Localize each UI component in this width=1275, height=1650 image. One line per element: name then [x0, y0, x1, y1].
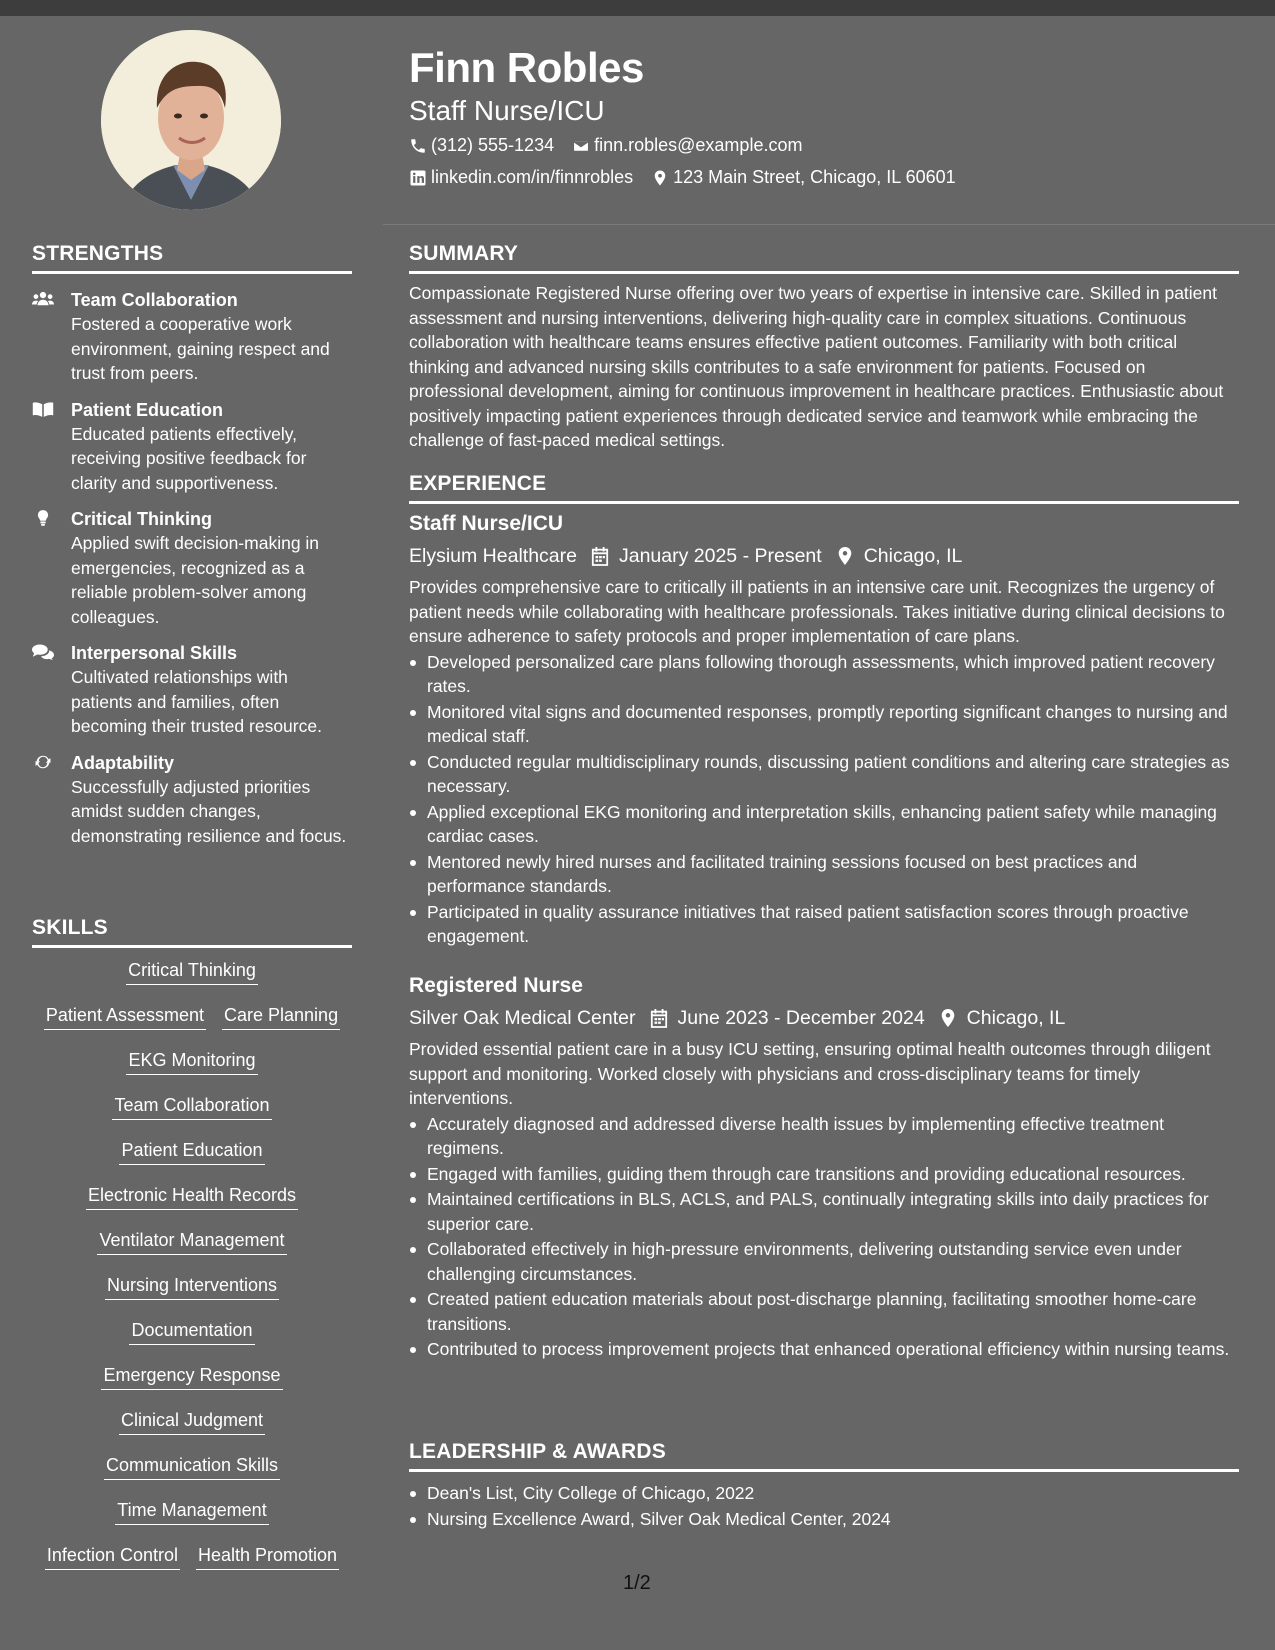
experience-rule	[409, 501, 1239, 504]
envelope-icon	[572, 137, 590, 155]
job-bullet: Mentored newly hired nurses and facilitated training sessions focused on best practices and performance standards.	[409, 850, 1239, 899]
lightbulb-icon	[32, 509, 54, 527]
strength-item	[32, 641, 352, 739]
job-bullet: Applied exceptional EKG monitoring and interpretation skills, enhancing patient safety while managing cardiac cases.	[409, 800, 1239, 849]
top-bar	[0, 0, 1275, 16]
strength-description: Fostered a cooperative work environment, gaining respect and trust from peers.	[71, 314, 330, 383]
calendar-icon	[650, 1008, 668, 1028]
refresh-icon	[32, 753, 54, 771]
skill-tag: Emergency Response	[101, 1363, 282, 1390]
skills-heading: SKILLS	[32, 916, 108, 939]
job-bullets	[409, 1112, 1239, 1362]
strength-title: Interpersonal Skills	[71, 643, 238, 663]
calendar-icon	[591, 546, 609, 566]
contact-line-1	[409, 135, 820, 156]
candidate-name: Finn Robles	[409, 44, 644, 91]
page-number: 1/2	[623, 1572, 651, 1594]
skill-tag: EKG Monitoring	[126, 1048, 257, 1075]
experience-heading: EXPERIENCE	[409, 472, 547, 495]
awards-heading: LEADERSHIP & AWARDS	[409, 1440, 666, 1463]
summary-rule	[409, 271, 1239, 274]
job-company: Silver Oak Medical Center	[409, 1007, 636, 1029]
strength-title: Adaptability	[71, 752, 175, 773]
profile-photo	[101, 30, 281, 210]
skills-list	[32, 958, 352, 1588]
skill-tag: Communication Skills	[104, 1453, 280, 1480]
job-location: Chicago, IL	[863, 545, 963, 567]
strength-description: Successfully adjusted priorities amidst sudden changes, demonstrating resilience and focus.	[71, 776, 347, 846]
job-bullet: Engaged with families, guiding them through care transitions and providing educational resources.	[409, 1162, 1239, 1187]
map-pin-icon	[939, 1008, 957, 1028]
skill-tag: Infection Control	[45, 1543, 180, 1570]
job-bullets	[409, 650, 1239, 949]
strength-item	[32, 288, 352, 386]
job-bullet: Created patient education materials about post-discharge planning, facilitating smoother home-care transitions.	[409, 1287, 1239, 1336]
strengths-rule	[32, 271, 352, 274]
job-meta	[409, 1004, 1239, 1032]
strengths-heading: STRENGTHS	[32, 242, 164, 265]
job-location: Chicago, IL	[966, 1007, 1066, 1029]
summary-heading: SUMMARY	[409, 242, 519, 265]
skill-tag: Nursing Interventions	[105, 1273, 279, 1300]
skill-tag: Health Promotion	[196, 1543, 339, 1570]
phone-text: (312) 555-1234	[431, 135, 555, 155]
skill-tag: Ventilator Management	[97, 1228, 286, 1255]
job-bullet: Contributed to process improvement projects that enhanced operational efficiency within nursing teams.	[409, 1337, 1239, 1362]
job-bullet: Collaborated effectively in high-pressure environments, delivering outstanding service even under challenging circumstances.	[409, 1237, 1239, 1286]
strength-title: Team Collaboration	[71, 290, 238, 310]
skill-tag: Care Planning	[222, 1003, 340, 1030]
email-text: finn.robles@example.com	[594, 135, 803, 155]
strength-item	[32, 398, 352, 496]
summary-text: Compassionate Registered Nurse offering over two years of expertise in intensive care. Skilled in patient assessment and nursing interventions, delivering high-quality care in complex situations. Continuous collaboration with healthcare teams ensures effective patient outcomes. Familiarity with both critical thinking and advanced nursing skills contributes to a safe environment for patients. Focused on professional development, aiming for continuous improvement in healthcare practices. Enthusiastic about positively impacting patient experiences through dedicated service and teamwork while embracing the challenge of fast-paced medical settings.	[409, 283, 1224, 450]
header-divider	[383, 224, 1275, 225]
skill-tag: Electronic Health Records	[86, 1183, 298, 1210]
award-item: Dean's List, City College of Chicago, 2022	[409, 1481, 1239, 1506]
skills-rule	[32, 945, 352, 948]
strength-title: Patient Education	[71, 399, 224, 420]
job-bullet: Conducted regular multidisciplinary rounds, discussing patient conditions and altering care strategies as necessary.	[409, 750, 1239, 799]
awards-rule	[409, 1469, 1239, 1472]
job-bullet: Participated in quality assurance initiatives that raised patient satisfaction scores through proactive engagement.	[409, 900, 1239, 949]
job-entry-1	[409, 510, 1239, 949]
job-meta	[409, 542, 1239, 570]
skill-tag: Patient Assessment	[44, 1003, 206, 1030]
candidate-role: Staff Nurse/ICU	[409, 95, 605, 126]
strength-description: Educated patients effectively, receiving positive feedback for clarity and supportiveness.	[71, 423, 307, 493]
address-text: 123 Main Street, Chicago, IL 60601	[673, 167, 956, 187]
skill-tag: Team Collaboration	[112, 1093, 271, 1120]
job-entry-2	[409, 972, 1239, 1362]
job-bullet: Monitored vital signs and documented responses, promptly reporting significant changes to nursing and medical staff.	[409, 700, 1239, 749]
chat-bubbles-icon	[32, 643, 54, 661]
job-bullet: Accurately diagnosed and addressed diverse health issues by implementing effective treatment regimens.	[409, 1112, 1239, 1161]
strength-description: Applied swift decision-making in emergencies, recognized as a reliable problem-solver among colleagues.	[71, 533, 320, 627]
linkedin-item[interactable]	[409, 167, 633, 188]
awards-list	[409, 1481, 1239, 1531]
strength-description: Cultivated relationships with patients and families, often becoming their trusted resource.	[71, 667, 322, 736]
phone-item[interactable]	[409, 135, 554, 156]
linkedin-text: linkedin.com/in/finnrobles	[431, 167, 634, 187]
job-bullet: Maintained certifications in BLS, ACLS, and PALS, continually integrating skills into daily practices for superior care.	[409, 1187, 1239, 1236]
strengths-list	[32, 288, 352, 860]
strength-item	[32, 507, 352, 629]
map-pin-icon	[836, 546, 854, 566]
strength-item	[32, 751, 352, 849]
awards-section	[409, 1480, 1239, 1531]
award-item: Nursing Excellence Award, Silver Oak Medical Center, 2024	[409, 1507, 1239, 1532]
job-dates: January 2025 - Present	[618, 545, 822, 567]
skill-tag: Patient Education	[119, 1138, 264, 1165]
job-bullet: Developed personalized care plans following thorough assessments, which improved patient recovery rates.	[409, 650, 1239, 699]
book-icon	[32, 400, 54, 418]
map-pin-icon	[651, 169, 669, 187]
phone-icon	[409, 137, 427, 155]
job-description: Provided essential patient care in a busy ICU setting, ensuring optimal health outcomes through diligent support and monitoring. Worked closely with physicians and cross-disciplinary teams for timely interventions.	[409, 1039, 1211, 1108]
job-company: Elysium Healthcare	[409, 545, 577, 567]
contact-line-2	[409, 167, 974, 188]
users-icon	[32, 290, 54, 308]
job-title: Staff Nurse/ICU	[409, 512, 564, 535]
linkedin-icon	[409, 169, 427, 187]
email-item[interactable]	[572, 135, 802, 156]
skill-tag: Critical Thinking	[126, 958, 258, 985]
skill-tag: Clinical Judgment	[119, 1408, 265, 1435]
job-dates: June 2023 - December 2024	[677, 1007, 925, 1029]
skill-tag: Documentation	[129, 1318, 254, 1345]
address-item	[651, 167, 956, 188]
skill-tag: Time Management	[115, 1498, 268, 1525]
job-description: Provides comprehensive care to critically ill patients in an intensive care unit. Recognizes the urgency of patient needs while collaborating with healthcare professionals. Takes initiative during clinical decisions to ensure adherence to safety protocols and proper implementation of care plans.	[409, 577, 1225, 646]
strength-title: Critical Thinking	[71, 509, 213, 529]
job-title: Registered Nurse	[409, 974, 583, 997]
